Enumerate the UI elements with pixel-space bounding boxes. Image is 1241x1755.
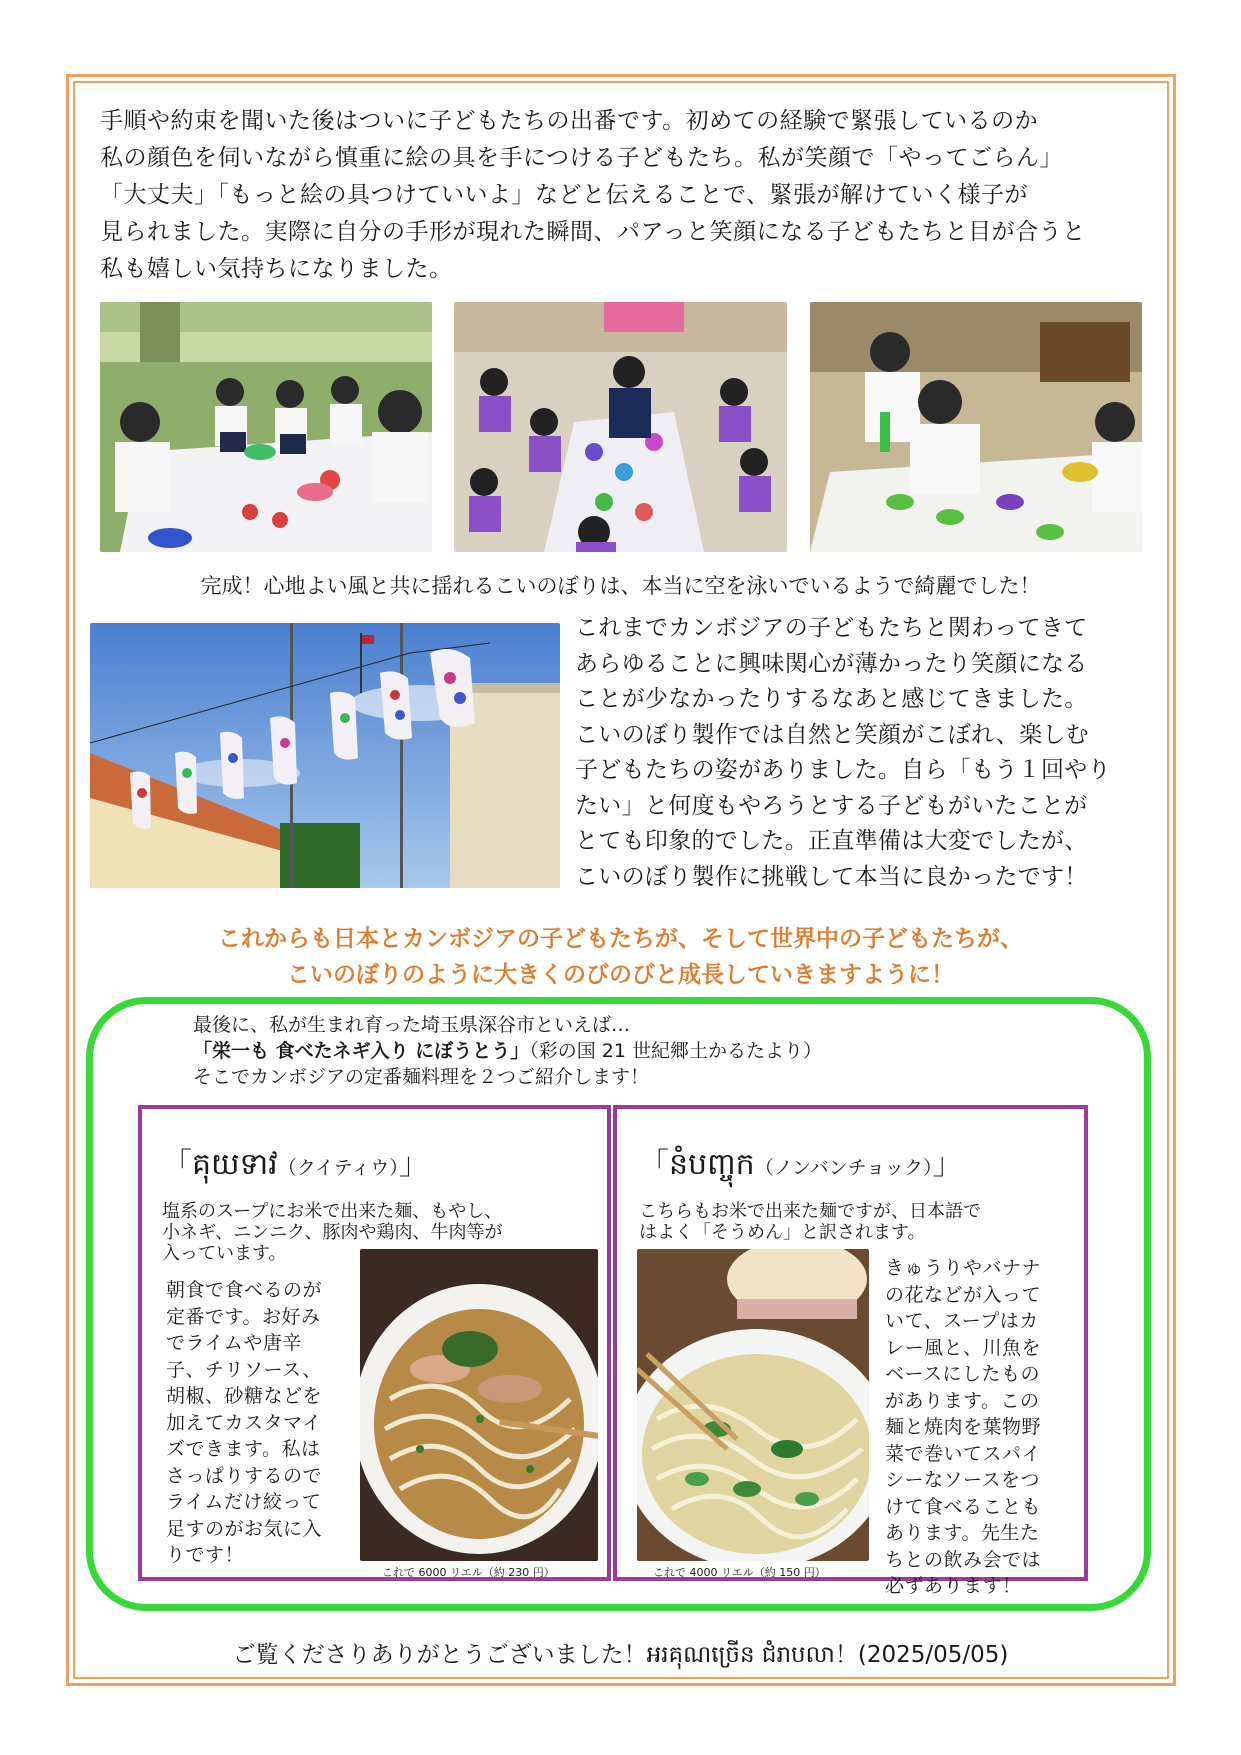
price-caption: これで 6000 リエル（約 230 円） [382, 1566, 555, 1579]
dish-description [639, 1201, 981, 1243]
photo-children-handprints-outdoor [100, 302, 432, 552]
dish-title-khmer: នំបញ្ចុក [669, 1147, 755, 1182]
intro-line: 手順や約束を聞いた後はついに子どもたちの出番です。初めての経験で緊張しているのか [100, 108, 1039, 134]
dish-side-line: の花などが入って [885, 1283, 1042, 1306]
wish-message-line1: これからも日本とカンボジアの子どもたちが、そして世界中の子どもたちが、 [218, 926, 1023, 952]
dish-side-line: ズできます。私は [166, 1438, 321, 1460]
reflection-line: ことが少なかったりするなあと感じてきました。 [575, 686, 1088, 712]
dish-title-kana: （ノンバンチョック） [754, 1157, 933, 1179]
dish-side-line: 麺と焼肉を葉物野 [885, 1416, 1042, 1438]
dish-title-khmer: គុយទាវ [192, 1147, 278, 1182]
dish-desc-line: 塩系のスープにお米で出来た麺、もやし、 [162, 1201, 503, 1222]
wish-message-line2: こいのぼりのように大きくのびのびと成長していきますように！ [287, 962, 954, 988]
dish-side-line: いて、スープはカ [885, 1310, 1039, 1332]
dish-desc-line: はよく「そうめん」と訳されます。 [639, 1222, 926, 1243]
reflection-line: こいのぼり製作では自然と笑顔がこぼれ、楽しむ [575, 721, 1089, 748]
dish-side-line: シーなソースをつ [885, 1469, 1041, 1491]
food-intro-line2 [193, 1038, 822, 1064]
photo-boys-green-handprints [810, 302, 1142, 552]
intro-line: 見られました。実際に自分の手形が現れた瞬間、パアっと笑顔になる子どもたちと目が合うと [100, 219, 1086, 245]
intro-line: 私も嬉しい気持ちになりました。 [100, 256, 453, 282]
dish-side-line: さっぱりするので [166, 1464, 323, 1487]
dish-side-line: 必ずあります！ [885, 1575, 1022, 1597]
food-intro-line1: 最後に、私が生まれ育った埼玉県深谷市といえば… [193, 1014, 631, 1036]
dish-side-line: あります。先生た [885, 1522, 1040, 1544]
reflection-line: たい」と何度もやろうとする子どもがいたことが [575, 792, 1088, 819]
photo-children-painting-indoor [454, 302, 787, 552]
price-caption: これで 4000 リエル（約 150 円） [653, 1566, 826, 1579]
reflection-line: とても印象的でした。正直準備は大変でしたが、 [575, 828, 1088, 854]
karuta-source: （彩の国 21 世紀郷土かるたより） [529, 1040, 822, 1062]
dish-side-line: でライムや唐辛 [166, 1332, 302, 1354]
dish-side-line: りです！ [166, 1544, 245, 1566]
dish-card-kuy-teav [138, 1105, 611, 1581]
karuta-phrase: 「栄一も 食べたネギ入り にぼうとう」 [193, 1040, 530, 1062]
photo-koinobori-sky [90, 623, 560, 888]
food-intro-line3: そこでカンボジアの定番麺料理を２つご紹介します！ [193, 1066, 650, 1088]
reflection-line: こいのぼり製作に挑戦して本当に良かったです！ [575, 863, 1088, 890]
photo-kuy-teav [360, 1249, 598, 1561]
dish-side-line: 朝食で食べるのが [166, 1279, 323, 1301]
dish-side-line: ちとの飲み会では [885, 1548, 1042, 1571]
intro-line: 私の顔色を伺いながら慎重に絵の具を手につける子どもたち。私が笑顔で「やってごらん」 [100, 145, 1064, 171]
photo-num-banh-chok [637, 1249, 869, 1561]
dish-desc-line: 入っています。 [162, 1243, 287, 1264]
dish-desc-line: 小ネギ、ニンニク、豚肉や鶏肉、牛肉等が [162, 1222, 503, 1243]
dish-side-line: 定番です。お好み [166, 1305, 321, 1328]
dish-side-text [885, 1255, 1041, 1600]
dish-side-line: 菜で巻いてスパイ [885, 1442, 1042, 1465]
reflection-line: 子どもたちの姿がありました。自ら「もう１回やり [575, 757, 1111, 783]
dish-side-line: 加えてカスタマイ [166, 1411, 322, 1434]
dish-side-line: レー風と、川魚を [885, 1336, 1042, 1359]
photo-caption: 完成！心地よい風と共に揺れるこいのぼりは、本当に空を泳いでいるようで綺麗でした！ [200, 574, 1041, 598]
intro-paragraph [100, 103, 1150, 288]
dish-side-line: ライムだけ絞って [166, 1491, 322, 1513]
dish-card-num-banh-chok [613, 1105, 1088, 1597]
dish-title: 「គុយទាវ（クイティウ）」 [162, 1147, 429, 1182]
dish-side-line: 子、チリソース、 [166, 1358, 322, 1381]
dish-side-line: けて食べることも [885, 1495, 1042, 1518]
reflection-line: これまでカンボジアの子どもたちと関わってきて [575, 615, 1088, 641]
closing-thanks: ご覧くださりありがとうございました！អរគុណច្រើន ជំរាបលា！(2025/05/05) [232, 1642, 1009, 1668]
dish-side-line: きゅうりやバナナ [885, 1257, 1042, 1279]
reflection-paragraph [575, 611, 1155, 895]
food-intro [193, 1012, 822, 1090]
intro-line: 「大丈夫」「もっと絵の具つけていいよ」などと伝えることで、緊張が解けていく様子が [100, 182, 1029, 208]
dish-side-text [166, 1277, 322, 1569]
dish-side-line: があります。この [885, 1389, 1040, 1412]
dish-side-line: ベースにしたもの [885, 1363, 1041, 1385]
dish-side-line: 足すのがお気に入 [166, 1517, 323, 1540]
dish-desc-line: こちらもお米で出来た麺ですが、日本語で [639, 1201, 981, 1222]
dish-title: 「នំបញ្ចុក（ノンバンチョック）」 [639, 1147, 963, 1182]
dish-side-line: 胡椒、砂糖などを [166, 1385, 323, 1407]
dish-title-kana: （クイティウ） [277, 1157, 399, 1179]
reflection-line: あらゆることに興味関心が薄かったり笑顔になる [575, 650, 1088, 677]
